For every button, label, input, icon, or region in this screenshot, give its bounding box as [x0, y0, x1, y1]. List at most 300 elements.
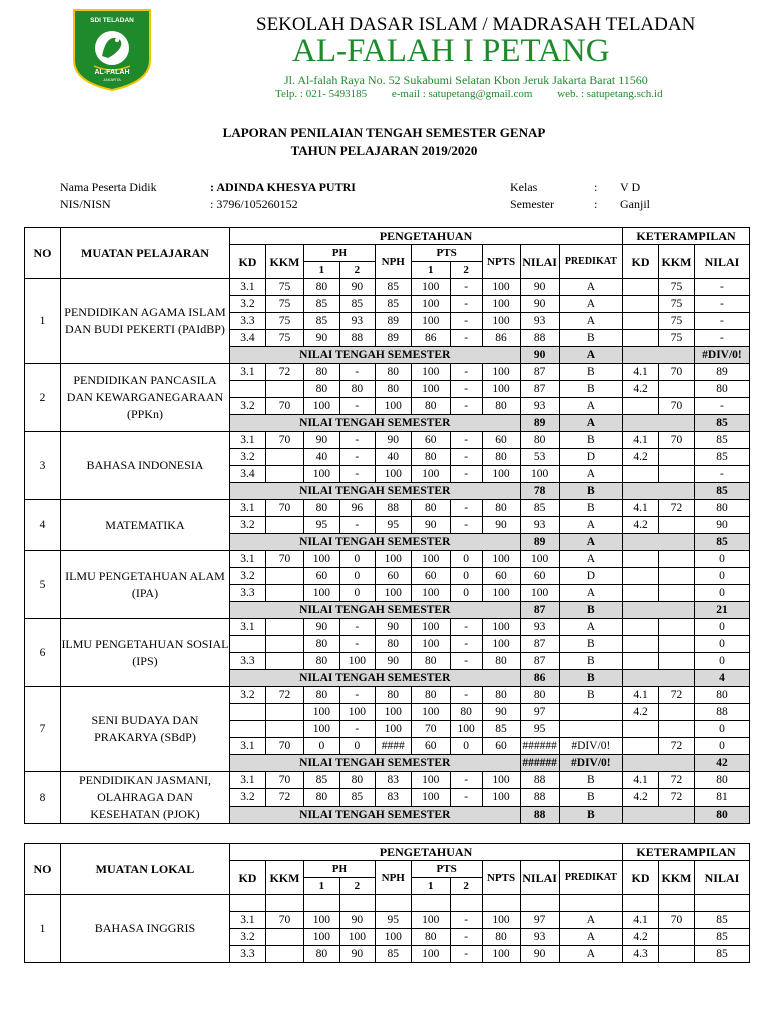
subject-name: PENDIDIKAN AGAMA ISLAM DAN BUDI PEKERTI (PAIdBP) — [60, 279, 229, 364]
local-col-ph-2: 2 — [339, 878, 375, 895]
grade-cell: - — [450, 313, 482, 330]
grade-cell: - — [339, 432, 375, 449]
grade-cell: 95 — [520, 721, 559, 738]
grade-cell: - — [694, 279, 749, 296]
grade-cell — [658, 653, 694, 670]
grade-cell: 93 — [520, 619, 559, 636]
grade-cell: 3.4 — [230, 466, 266, 483]
grade-cell: 80 — [482, 398, 520, 415]
grade-cell: 3.2 — [230, 449, 266, 466]
subject-name: MATEMATIKA — [60, 500, 229, 551]
grade-cell: 80 — [303, 364, 339, 381]
grade-cell: 100 — [482, 364, 520, 381]
grade-cell: 100 — [411, 619, 450, 636]
grade-cell: 0 — [694, 585, 749, 602]
local-col-no: NO — [25, 844, 61, 895]
grade-cell: - — [450, 398, 482, 415]
grade-cell — [658, 895, 694, 912]
nts-keterampilan: 85 — [694, 483, 749, 500]
grade-cell: 100 — [520, 585, 559, 602]
grade-cell: 90 — [303, 619, 339, 636]
grade-cell: 72 — [265, 364, 303, 381]
grade-cell: 3.2 — [230, 398, 266, 415]
grade-cell: 60 — [375, 568, 411, 585]
grade-cell — [623, 619, 659, 636]
grade-cell: 100 — [482, 279, 520, 296]
grade-cell: 70 — [265, 398, 303, 415]
nts-empty — [623, 670, 695, 687]
grade-cell: 81 — [694, 789, 749, 806]
grade-cell — [265, 449, 303, 466]
grade-cell: ###### — [520, 738, 559, 755]
grade-cell: 100 — [411, 772, 450, 789]
grade-cell: 90 — [520, 946, 559, 963]
col-ph-1: 1 — [303, 262, 339, 279]
grade-cell: 100 — [303, 551, 339, 568]
grade-cell: 93 — [520, 398, 559, 415]
subject-no: 6 — [25, 619, 61, 687]
grade-cell: - — [694, 296, 749, 313]
nts-label: NILAI TENGAH SEMESTER — [230, 483, 521, 500]
grade-cell — [623, 721, 659, 738]
grade-cell: 93 — [520, 929, 559, 946]
nts-nilai: 90 — [520, 347, 559, 364]
grade-cell — [623, 895, 659, 912]
grade-cell: 80 — [482, 500, 520, 517]
grade-cell: B — [559, 330, 622, 347]
grade-cell: - — [339, 398, 375, 415]
grade-cell — [658, 466, 694, 483]
grade-cell: 88 — [694, 704, 749, 721]
grade-cell: 4.2 — [623, 789, 659, 806]
grade-cell — [623, 738, 659, 755]
grade-cell: 85 — [520, 500, 559, 517]
grade-cell — [623, 636, 659, 653]
grade-cell: 70 — [658, 912, 694, 929]
subject-name: BAHASA INGGRIS — [60, 895, 229, 963]
grade-cell: B — [559, 381, 622, 398]
grade-cell: 80 — [450, 704, 482, 721]
grade-cell: 90 — [482, 517, 520, 534]
grade-cell — [658, 381, 694, 398]
grade-cell: 80 — [303, 279, 339, 296]
table-row — [25, 279, 750, 296]
nts-empty — [623, 755, 695, 772]
grade-cell: #### — [375, 738, 411, 755]
grade-cell — [694, 895, 749, 912]
grade-cell: 80 — [411, 398, 450, 415]
grade-cell: 0 — [694, 619, 749, 636]
grade-cell: 70 — [265, 912, 303, 929]
logo-city-text: JAKARTA — [103, 77, 121, 82]
grade-cell: 100 — [482, 551, 520, 568]
grade-cell — [623, 466, 659, 483]
subject-no: 7 — [25, 687, 61, 772]
grade-cell: - — [339, 466, 375, 483]
school-phone: Telp. : 021- 5493185 — [275, 88, 368, 100]
grade-cell — [623, 330, 659, 347]
grade-cell: 100 — [303, 466, 339, 483]
col-ph: PH — [303, 245, 375, 262]
grade-cell — [265, 619, 303, 636]
grade-cell: 72 — [265, 687, 303, 704]
grade-cell: 3.1 — [230, 772, 266, 789]
class-value: V D — [620, 180, 641, 194]
grade-cell: 0 — [450, 585, 482, 602]
grade-cell: 100 — [375, 551, 411, 568]
nts-keterampilan: 4 — [694, 670, 749, 687]
grade-cell: 80 — [375, 381, 411, 398]
grade-cell: 3.2 — [230, 687, 266, 704]
grade-cell: - — [450, 466, 482, 483]
semester-sep: : — [594, 197, 598, 211]
grade-cell: 3.2 — [230, 296, 266, 313]
grade-cell: 90 — [339, 912, 375, 929]
grade-cell: 72 — [658, 500, 694, 517]
grade-cell: 100 — [375, 585, 411, 602]
grade-cell: 80 — [303, 789, 339, 806]
table-row — [25, 364, 750, 381]
grade-cell: 80 — [339, 772, 375, 789]
grade-cell: 3.1 — [230, 912, 266, 929]
grade-cell: - — [339, 364, 375, 381]
grade-cell: 0 — [694, 721, 749, 738]
grade-cell: 80 — [303, 653, 339, 670]
col-muatan: MUATAN PELAJARAN — [60, 228, 229, 279]
grade-cell: 80 — [375, 364, 411, 381]
grade-cell: 85 — [375, 946, 411, 963]
subject-no: 2 — [25, 364, 61, 432]
nts-empty — [623, 602, 695, 619]
grade-cell: 80 — [411, 687, 450, 704]
grade-cell: 95 — [375, 912, 411, 929]
nts-nilai: 87 — [520, 602, 559, 619]
grade-cell: A — [559, 912, 622, 929]
grade-cell: 80 — [303, 500, 339, 517]
col-pts-1: 1 — [411, 262, 450, 279]
local-col-ph-1: 1 — [303, 878, 339, 895]
grade-cell — [623, 585, 659, 602]
grade-cell: A — [559, 619, 622, 636]
grade-cell: 0 — [450, 738, 482, 755]
grade-cell — [623, 653, 659, 670]
grade-cell: B — [559, 500, 622, 517]
grade-cell: 0 — [303, 738, 339, 755]
grade-cell: - — [339, 449, 375, 466]
nts-empty — [623, 806, 695, 823]
grade-cell: 4.1 — [623, 687, 659, 704]
local-col-kkm: KKM — [265, 861, 303, 895]
col-kkm: KKM — [265, 245, 303, 279]
grade-cell: 80 — [375, 687, 411, 704]
subject-name: ILMU PENGETAHUAN ALAM (IPA) — [60, 551, 229, 619]
grade-cell: 60 — [482, 738, 520, 755]
grade-cell: 100 — [450, 721, 482, 738]
grade-cell — [265, 636, 303, 653]
student-nis-value: : 3796/105260152 — [210, 197, 298, 211]
col-kd: KD — [230, 245, 266, 279]
grade-cell: 60 — [303, 568, 339, 585]
grade-cell: 60 — [520, 568, 559, 585]
subject-no: 4 — [25, 500, 61, 551]
grade-cell: 100 — [482, 619, 520, 636]
grade-cell: - — [450, 517, 482, 534]
grade-cell: 4.1 — [623, 772, 659, 789]
local-grades-table — [24, 843, 750, 963]
grade-cell: 80 — [303, 687, 339, 704]
grade-cell: 100 — [303, 585, 339, 602]
grade-cell — [623, 313, 659, 330]
report-year: TAHUN PELAJARAN 2019/2020 — [290, 143, 478, 158]
nts-keterampilan: 85 — [694, 415, 749, 432]
grade-cell: 100 — [411, 279, 450, 296]
grade-cell: 60 — [411, 568, 450, 585]
grade-cell: 75 — [265, 279, 303, 296]
nts-predikat: #DIV/0! — [559, 755, 622, 772]
grade-cell: 80 — [482, 653, 520, 670]
grade-cell: 90 — [339, 279, 375, 296]
class-sep: : — [594, 180, 598, 194]
grade-cell: B — [559, 687, 622, 704]
grade-cell: 100 — [303, 398, 339, 415]
grade-cell: 89 — [375, 313, 411, 330]
grade-cell: - — [450, 912, 482, 929]
grade-cell: 3.2 — [230, 929, 266, 946]
grade-cell: 70 — [265, 772, 303, 789]
grade-cell: 3.2 — [230, 568, 266, 585]
school-web: web. : satupetang.sch.id — [557, 88, 663, 100]
grade-cell: 0 — [694, 551, 749, 568]
grade-cell: 85 — [694, 432, 749, 449]
grade-cell: 100 — [411, 636, 450, 653]
grade-cell: 95 — [303, 517, 339, 534]
semester-label: Semester — [510, 197, 554, 211]
grade-cell: 100 — [303, 912, 339, 929]
grade-cell: 90 — [694, 517, 749, 534]
nts-predikat: A — [559, 534, 622, 551]
grade-cell: 85 — [339, 789, 375, 806]
grade-cell: 75 — [265, 313, 303, 330]
grade-cell: 100 — [482, 789, 520, 806]
grade-cell: - — [450, 946, 482, 963]
nts-label: NILAI TENGAH SEMESTER — [230, 415, 521, 432]
grade-cell — [658, 517, 694, 534]
grade-cell: 100 — [339, 704, 375, 721]
col-kkm-ket: KKM — [658, 245, 694, 279]
grade-cell: - — [339, 517, 375, 534]
school-name: AL-FALAH I PETANG — [292, 33, 610, 69]
nts-nilai: 78 — [520, 483, 559, 500]
grade-cell: 70 — [265, 738, 303, 755]
grade-cell: 4.1 — [623, 500, 659, 517]
grade-cell: 70 — [265, 432, 303, 449]
local-col-pts-2: 2 — [450, 878, 482, 895]
semester-value: Ganjil — [620, 197, 650, 211]
grade-cell: 93 — [339, 313, 375, 330]
grade-cell: 85 — [694, 946, 749, 963]
grade-cell — [658, 721, 694, 738]
grade-cell: - — [450, 500, 482, 517]
nts-label: NILAI TENGAH SEMESTER — [230, 534, 521, 551]
subject-no: 3 — [25, 432, 61, 500]
grade-cell: A — [559, 279, 622, 296]
grade-cell: - — [450, 653, 482, 670]
grade-cell: 86 — [482, 330, 520, 347]
grade-cell: - — [694, 398, 749, 415]
grade-cell: 80 — [339, 381, 375, 398]
grade-cell — [375, 895, 411, 912]
grade-cell: A — [559, 313, 622, 330]
subject-no: 5 — [25, 551, 61, 619]
nts-predikat: A — [559, 415, 622, 432]
grade-cell — [265, 381, 303, 398]
grade-cell: 93 — [520, 517, 559, 534]
grade-cell: 85 — [694, 912, 749, 929]
nts-empty — [623, 534, 695, 551]
grade-cell: 80 — [694, 500, 749, 517]
grade-cell: 90 — [375, 619, 411, 636]
grade-cell: 3.3 — [230, 653, 266, 670]
nts-empty — [623, 347, 695, 364]
grade-cell: 60 — [482, 568, 520, 585]
grade-cell — [265, 517, 303, 534]
local-col-pts-1: 1 — [411, 878, 450, 895]
grade-cell: 100 — [411, 364, 450, 381]
grade-cell: 85 — [694, 449, 749, 466]
grade-cell: 100 — [411, 466, 450, 483]
school-contacts — [275, 88, 685, 100]
grade-cell: 95 — [375, 517, 411, 534]
grade-cell: - — [339, 721, 375, 738]
grade-cell — [230, 895, 266, 912]
school-email: e-mail : satupetang@gmail.com — [391, 88, 533, 100]
grade-cell: 3.3 — [230, 946, 266, 963]
grade-cell: 100 — [411, 381, 450, 398]
grade-cell: 3.1 — [230, 500, 266, 517]
grade-cell: 100 — [482, 585, 520, 602]
grade-cell — [482, 895, 520, 912]
grade-cell: 100 — [482, 296, 520, 313]
col-nph: NPH — [375, 245, 411, 279]
table-row — [25, 895, 750, 912]
local-col-kkm-ket: KKM — [658, 861, 694, 895]
grade-cell: 89 — [694, 364, 749, 381]
grade-cell: 80 — [303, 381, 339, 398]
grade-cell: 90 — [520, 296, 559, 313]
grade-cell: 4.2 — [623, 517, 659, 534]
grade-cell — [265, 466, 303, 483]
grade-cell: 100 — [303, 704, 339, 721]
grade-cell: 100 — [303, 721, 339, 738]
nts-keterampilan: 80 — [694, 806, 749, 823]
grade-cell: 80 — [482, 929, 520, 946]
grade-cell: A — [559, 946, 622, 963]
grade-cell — [265, 929, 303, 946]
grade-cell: 100 — [411, 912, 450, 929]
grade-cell: 86 — [411, 330, 450, 347]
grade-cell: 100 — [411, 704, 450, 721]
grade-cell: 100 — [375, 466, 411, 483]
grade-cell: 60 — [411, 738, 450, 755]
grade-cell: 4.1 — [623, 912, 659, 929]
school-address: Jl. Al-falah Raya No. 52 Sukabumi Selatan Kbon Jeruk Jakarta Barat 11560 — [284, 73, 648, 87]
grade-cell: 4.1 — [623, 432, 659, 449]
grade-cell: 100 — [375, 721, 411, 738]
local-col-kd: KD — [230, 861, 266, 895]
table-row — [25, 432, 750, 449]
grade-cell: 80 — [482, 449, 520, 466]
grade-cell: 87 — [520, 653, 559, 670]
class-label: Kelas — [510, 180, 538, 194]
grade-cell: 100 — [375, 929, 411, 946]
grade-cell — [623, 568, 659, 585]
grade-cell — [339, 895, 375, 912]
grade-cell — [265, 568, 303, 585]
grade-cell: 100 — [482, 466, 520, 483]
grade-cell — [658, 619, 694, 636]
grade-cell: 0 — [694, 738, 749, 755]
grade-cell: 88 — [520, 789, 559, 806]
grade-cell — [623, 551, 659, 568]
grade-cell: 87 — [520, 381, 559, 398]
grade-cell: 60 — [482, 432, 520, 449]
grade-cell: 3.1 — [230, 279, 266, 296]
nts-empty — [623, 483, 695, 500]
grade-cell: 4.2 — [623, 704, 659, 721]
grade-cell: 75 — [265, 296, 303, 313]
nts-label: NILAI TENGAH SEMESTER — [230, 806, 521, 823]
grade-cell: A — [559, 398, 622, 415]
grade-cell: 3.4 — [230, 330, 266, 347]
grade-cell: 80 — [303, 946, 339, 963]
grade-cell: 100 — [482, 636, 520, 653]
table-row — [25, 772, 750, 789]
grade-cell: 0 — [339, 551, 375, 568]
school-line1: SEKOLAH DASAR ISLAM / MADRASAH TELADAN — [256, 14, 696, 35]
grade-cell: - — [450, 687, 482, 704]
grade-cell: 80 — [520, 687, 559, 704]
grade-cell: - — [450, 619, 482, 636]
grade-cell: A — [559, 585, 622, 602]
grade-cell: 75 — [265, 330, 303, 347]
grade-cell: 85 — [339, 296, 375, 313]
grade-cell — [559, 721, 622, 738]
grade-cell: 83 — [375, 772, 411, 789]
grade-cell: 90 — [520, 279, 559, 296]
grade-cell: 3.1 — [230, 551, 266, 568]
grade-cell: 3.1 — [230, 738, 266, 755]
col-pts-2: 2 — [450, 262, 482, 279]
grade-cell — [265, 895, 303, 912]
grade-cell: 90 — [411, 517, 450, 534]
grade-cell: 96 — [339, 500, 375, 517]
grade-cell: 90 — [375, 432, 411, 449]
grade-cell: 90 — [339, 946, 375, 963]
col-keterampilan: KETERAMPILAN — [623, 228, 750, 245]
grade-cell: - — [450, 449, 482, 466]
grade-cell: 100 — [482, 946, 520, 963]
grade-cell — [265, 946, 303, 963]
grade-cell: - — [694, 466, 749, 483]
grade-cell: B — [559, 432, 622, 449]
grade-cell: 72 — [658, 772, 694, 789]
grade-cell: - — [450, 381, 482, 398]
grade-cell: 80 — [411, 449, 450, 466]
grade-cell: 90 — [303, 330, 339, 347]
grade-cell — [658, 568, 694, 585]
nts-empty — [623, 415, 695, 432]
grade-cell: 88 — [339, 330, 375, 347]
